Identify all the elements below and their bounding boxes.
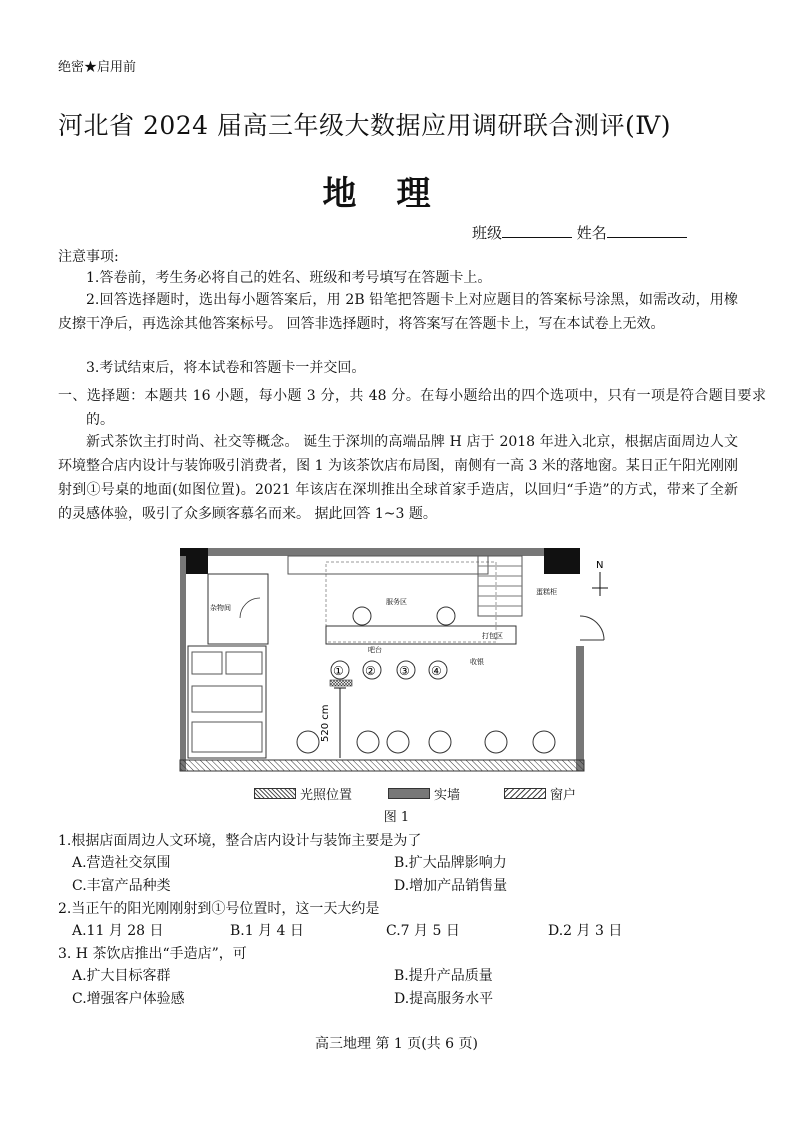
- class-name-line: [472, 222, 687, 243]
- table-1-label: ①: [333, 664, 344, 678]
- note-item: 3.考试结束后，将本试卷和答题卡一并交回。: [86, 360, 366, 376]
- class-blank[interactable]: [502, 223, 572, 238]
- legend-light-swatch: [254, 788, 296, 799]
- legend-window-swatch: [504, 788, 546, 799]
- q1-option-a[interactable]: A.营造社交氛围: [72, 855, 171, 871]
- dimension-label: 520 cm: [320, 704, 331, 742]
- north-wall: [180, 548, 580, 556]
- south-window: [180, 760, 584, 771]
- q2-option-d[interactable]: D.2 月 3 日: [548, 923, 623, 939]
- legend-window: [504, 784, 576, 803]
- q3-option-d[interactable]: D.提高服务水平: [394, 991, 494, 1007]
- legend-wall: [388, 784, 460, 803]
- table-2-label: ②: [365, 664, 376, 678]
- table-3-label: ③: [399, 664, 410, 678]
- q2-option-c[interactable]: C.7 月 5 日: [386, 923, 460, 939]
- question-3-stem: 3. H 茶饮店推出“手造店”，可: [58, 946, 247, 962]
- exam-title: 河北省 2024 届高三年级大数据应用调研联合测评(Ⅳ): [58, 111, 672, 140]
- class-label: 班级: [472, 224, 503, 242]
- legend-wall-label: 实墙: [434, 788, 461, 803]
- figure-caption: 图 1: [383, 810, 410, 825]
- bar-label: 吧台: [368, 646, 382, 654]
- question-2-stem: 2.当正午的阳光刚刚射到①号位置时，这一天大约是: [58, 901, 380, 917]
- storage-label: 杂物间: [210, 604, 231, 612]
- page-footer: 高三地理 第 1 页(共 6 页): [315, 1036, 478, 1052]
- question-stem-material: 新式茶饮主打时尚、社交等概念。 诞生于深圳的高端品牌 H 店于 2018 年进入北京，根据店面周边人文环境整合店内设计与装饰吸引消费者，图 1 为该茶饮店布局图，南侧有一高 3 米的落地窗。某日正午阳光刚刚射到①号桌的地面(如图位置)。2021 年该店在深圳推出全球首家手造店，以回归“手造”的方式，带来了全新的灵感体验，吸引了众多顾客慕名而来。 据此回答 1~3 题。: [58, 434, 738, 522]
- q3-option-a[interactable]: A.扩大目标客群: [72, 968, 171, 984]
- secret-label: 绝密★启用前: [58, 60, 137, 75]
- cashier-label: 收银: [470, 658, 484, 666]
- legend-light: [254, 784, 352, 803]
- window-tables: [297, 731, 555, 753]
- subject-title: 地理: [322, 174, 471, 214]
- service-label: 服务区: [386, 598, 407, 606]
- section-instruction: 一、选择题：本题共 16 小题，每小题 3 分，共 48 分。在每小题给出的四个选项中，只有一项是符合题目要求的。: [58, 388, 766, 428]
- table-4-label: ④: [431, 664, 442, 678]
- cake-label: 蛋糕柜: [536, 588, 557, 596]
- notes-heading: 注意事项:: [58, 249, 119, 265]
- q1-option-c[interactable]: C.丰富产品种类: [72, 878, 171, 894]
- west-booths: [188, 646, 266, 758]
- legend-wall-swatch: [388, 788, 430, 799]
- question-1-stem: 1.根据店面周边人文环境，整合店内设计与装饰主要是为了: [58, 833, 422, 849]
- note-item: 2.回答选择题时，选出每小题答案后，用 2B 铅笔把答题卡上对应题目的答案标号涂黑，如需改动，用橡皮擦干净后，再选涂其他答案标号。 回答非选择题时，将答案写在答题卡上，写在本试卷上无效。: [58, 292, 738, 332]
- q1-option-b[interactable]: B.扩大品牌影响力: [394, 855, 507, 871]
- east-wall: [576, 646, 584, 771]
- q3-option-b[interactable]: B.提升产品质量: [394, 968, 493, 984]
- corner-block-ne: [544, 548, 580, 574]
- sunlight-position: [330, 680, 352, 686]
- floor-plan-svg: [178, 546, 618, 774]
- name-blank[interactable]: [607, 223, 687, 238]
- q2-option-a[interactable]: A.11 月 28 日: [72, 923, 164, 939]
- pack-label: 打包区: [482, 632, 503, 640]
- note-item: 1.答卷前，考生务必将自己的姓名、班级和考号填写在答题卡上。: [86, 270, 492, 286]
- legend-window-label: 窗户: [550, 788, 577, 803]
- west-wall: [180, 556, 186, 771]
- q3-option-c[interactable]: C.增强客户体验感: [72, 991, 185, 1007]
- q1-option-d[interactable]: D.增加产品销售量: [394, 878, 508, 894]
- table-markers: [331, 661, 447, 679]
- north-label: N: [596, 560, 604, 571]
- name-label: 姓名: [576, 224, 607, 242]
- legend-light-label: 光照位置: [300, 788, 353, 803]
- q2-option-b[interactable]: B.1 月 4 日: [230, 923, 304, 939]
- floor-plan-figure: [178, 546, 618, 774]
